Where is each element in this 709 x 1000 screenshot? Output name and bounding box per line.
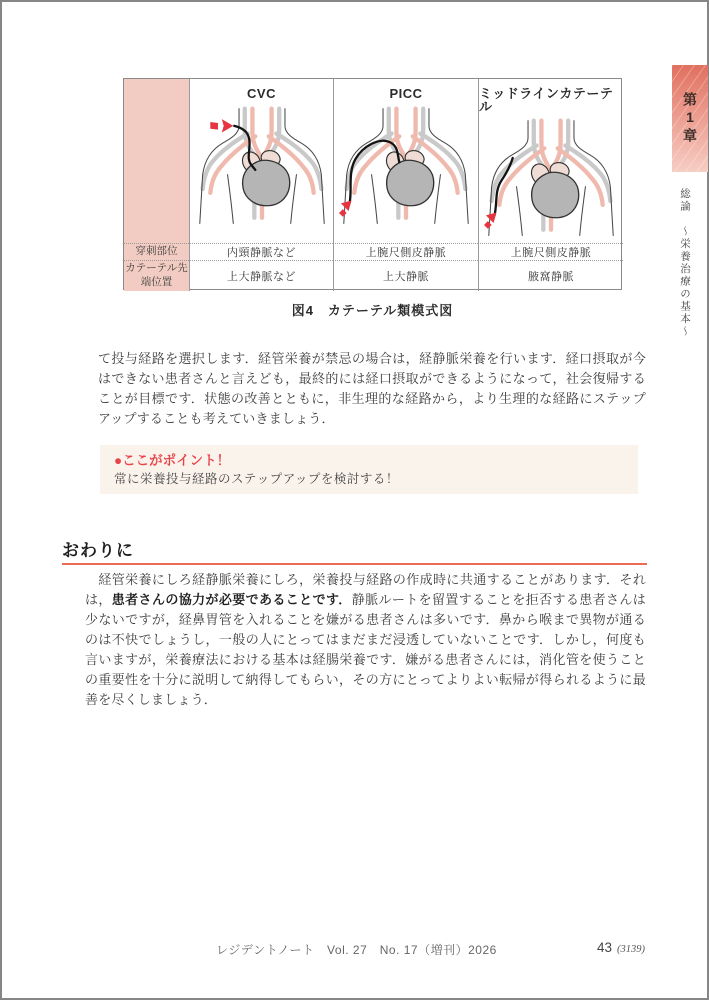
row-header-puncture-site: 穿刺部位 <box>124 243 189 260</box>
picc-illustration <box>339 102 473 232</box>
point-box-text: 常に栄養投与経路のステップアップを検討する！ <box>114 472 399 486</box>
body-paragraph: て投与経路を選択します．経管栄養が禁忌の場合は，経静脈栄養を行います．経口摂取が今はできない患者さんと言えども，最終的には経口摂取ができるようになって，社会復帰することが目標です．状態の改善とともに，非生理的な経路から，より生理的な経路にステップアップすることも考えていきましょう． <box>98 351 646 426</box>
column-header-cvc: CVC <box>247 86 276 101</box>
midline-illustration <box>484 115 618 243</box>
footer-journal-info: レジデントノート Vol. 27 No. 17（増刊）2026 <box>216 943 497 957</box>
table-cell: 内頸静脈など <box>189 243 333 260</box>
chapter-tab-label: 第1章 <box>682 92 698 145</box>
row-header-tip-position: カテーテル先端位置 <box>124 260 189 291</box>
cvc-illustration <box>195 102 329 232</box>
table-cell: 上腕尺側皮静脈 <box>333 243 478 260</box>
chapter-subtitle: 総論 ～栄養治療の基本～ <box>679 188 691 338</box>
table-cell: 上腕尺側皮静脈 <box>478 243 623 260</box>
closing-paragraph-start: 経管栄養にしろ経静脈栄養にしろ，栄養投与経路の作成時に共通することがあります．それは， <box>85 572 646 607</box>
section-heading-rule <box>62 563 647 565</box>
picc-insertion-arrow-icon <box>341 201 352 212</box>
catheter-comparison-table <box>123 78 622 290</box>
cvc-insertion-arrow-icon <box>221 119 232 132</box>
closing-paragraph <box>85 570 646 710</box>
table-cell: 上大静脈 <box>333 260 478 291</box>
page-number: 43 <box>597 940 613 955</box>
section-heading-owarini: おわりに <box>62 541 134 560</box>
page-number-alt: (3139) <box>617 944 646 955</box>
table-corner-cell <box>124 79 189 243</box>
cvc-column <box>189 79 333 243</box>
midline-column <box>478 79 623 243</box>
chapter-tab <box>672 65 708 172</box>
picc-column <box>333 79 478 243</box>
footer-page-number <box>597 940 645 955</box>
table-cell: 上大静脈など <box>189 260 333 291</box>
figure-caption: 図4 カテーテル類模式図 <box>291 303 454 318</box>
point-box-title: ●ここがポイント！ <box>114 453 231 468</box>
closing-paragraph-bold: 患者さんの協力が必要であることです． <box>111 592 352 607</box>
column-header-midline: ミッドラインカテーテル <box>479 86 614 114</box>
point-callout-box <box>100 445 638 494</box>
midline-insertion-arrow-icon <box>486 213 497 224</box>
table-cell: 腋窩静脈 <box>478 260 623 291</box>
column-header-picc: PICC <box>389 86 423 101</box>
closing-paragraph-rest: 静脈ルートを留置することを拒否する患者さんは少ないですが，経鼻胃管を入れることを嫌がる患者さんは多いです．鼻から喉まで異物が通るのは不快でしょうし，一般の人にとってはまだまだ浸透していないことです．しかし，何度も言いますが，栄養療法における基本は経腸栄養です．嫌がる患者さんには，消化管を使うことの重要性を十分に説明して納得してもらい，その方にとってよりよい転帰が得られるように最善を尽くしましょう． <box>85 592 647 707</box>
